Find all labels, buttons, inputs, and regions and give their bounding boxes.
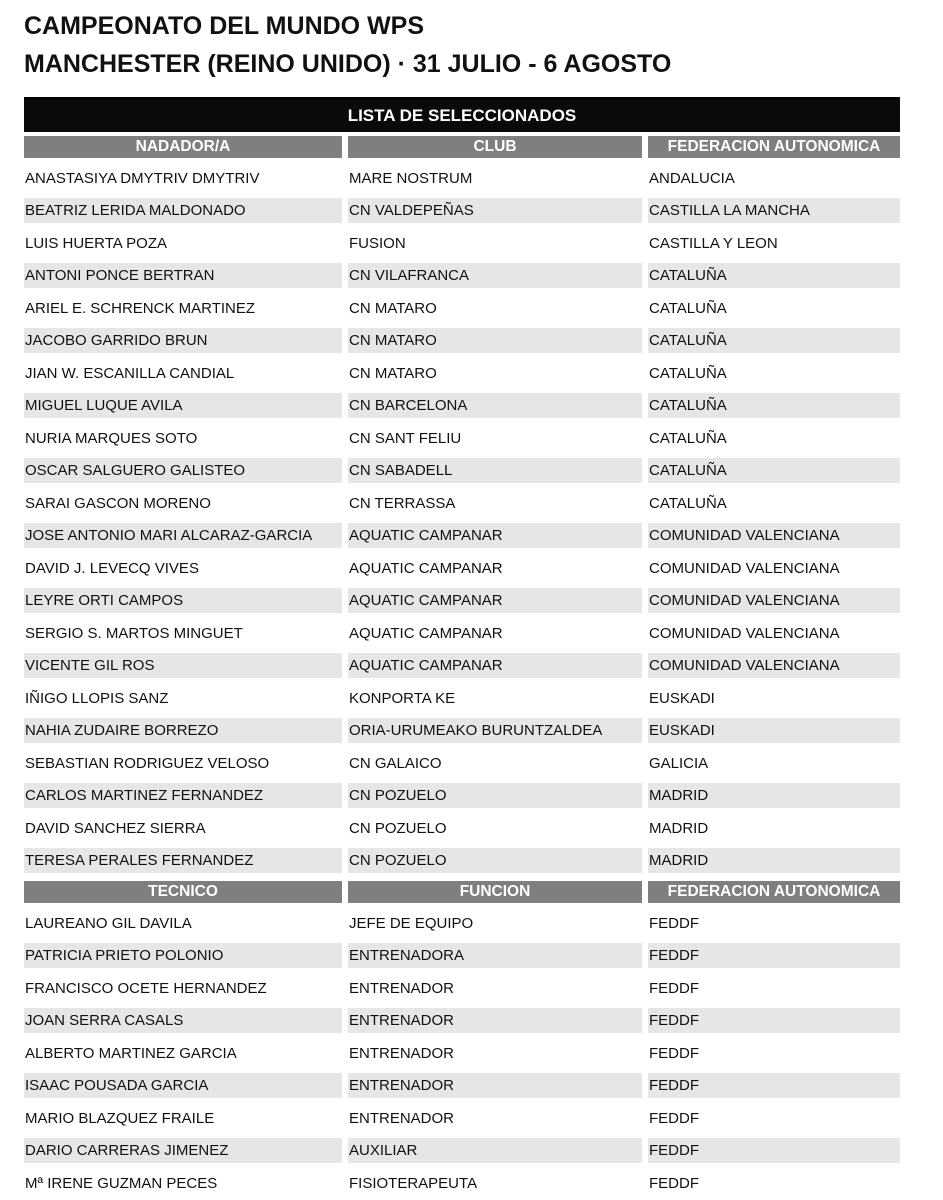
table-cell: ARIEL E. SCHRENCK MARTINEZ (25, 299, 256, 317)
table-cell: LEYRE ORTI CAMPOS (24, 588, 342, 613)
table-row (24, 812, 900, 845)
table-row (24, 390, 900, 423)
column-header: FEDERACION AUTONOMICA (648, 136, 900, 158)
table-cell: FISIOTERAPEUTA (349, 1174, 478, 1192)
table-row (24, 1167, 900, 1200)
table-cell: ENTRENADOR (348, 1073, 642, 1098)
table-cell: FEDDF (649, 1044, 699, 1062)
table-cell: CATALUÑA (649, 364, 727, 382)
table-row (24, 682, 900, 715)
table-row (24, 162, 900, 195)
table-cell: ANASTASIYA DMYTRIV DMYTRIV (25, 169, 260, 187)
table-cell: Mª IRENE GUZMAN PECES (25, 1174, 218, 1192)
table-cell: LUIS HUERTA POZA (25, 234, 167, 252)
table-cell: TERESA PERALES FERNANDEZ (24, 848, 342, 873)
table-cell: NAHIA ZUDAIRE BORREZO (24, 718, 342, 743)
table-row (24, 552, 900, 585)
table-cell: CN VALDEPEÑAS (348, 198, 642, 223)
staff-table (24, 881, 900, 1200)
table-cell: COMUNIDAD VALENCIANA (648, 653, 900, 678)
table-cell: CN GALAICO (349, 754, 442, 772)
table-cell: VICENTE GIL ROS (24, 653, 342, 678)
table-cell: CN TERRASSA (349, 494, 456, 512)
table-cell: CATALUÑA (649, 299, 727, 317)
table-cell: CN POZUELO (349, 819, 447, 837)
table-cell: EUSKADI (649, 689, 715, 707)
table-cell: OSCAR SALGUERO GALISTEO (24, 458, 342, 483)
table-row (24, 487, 900, 520)
table-cell: DAVID J. LEVECQ VIVES (25, 559, 199, 577)
table-cell: ENTRENADOR (349, 1109, 455, 1127)
table-cell: GALICIA (649, 754, 709, 772)
swimmers-header-row (24, 136, 900, 158)
staff-header-row (24, 881, 900, 903)
table-cell: ANDALUCIA (649, 169, 735, 187)
table-cell: ORIA-URUMEAKO BURUNTZALDEA (348, 718, 642, 743)
table-cell: IÑIGO LLOPIS SANZ (25, 689, 169, 707)
table-cell: LAUREANO GIL DAVILA (25, 914, 192, 932)
column-header: FUNCION (348, 881, 642, 903)
table-cell: PATRICIA PRIETO POLONIO (24, 943, 342, 968)
table-cell: ANTONI PONCE BERTRAN (24, 263, 342, 288)
table-cell: CN SABADELL (348, 458, 642, 483)
table-cell: FRANCISCO OCETE HERNANDEZ (25, 979, 267, 997)
table-cell: AUXILIAR (348, 1138, 642, 1163)
table-cell: BEATRIZ LERIDA MALDONADO (24, 198, 342, 223)
table-cell: FEDDF (648, 1008, 900, 1033)
table-row (24, 520, 900, 553)
table-cell: COMUNIDAD VALENCIANA (649, 559, 840, 577)
table-row (24, 940, 900, 973)
table-cell: FEDDF (649, 914, 699, 932)
table-cell: CATALUÑA (648, 393, 900, 418)
table-cell: CARLOS MARTINEZ FERNANDEZ (24, 783, 342, 808)
table-cell: ISAAC POUSADA GARCIA (24, 1073, 342, 1098)
table-row (24, 1102, 900, 1135)
table-cell: CATALUÑA (648, 263, 900, 288)
table-cell: JEFE DE EQUIPO (349, 914, 474, 932)
page-title: CAMPEONATO DEL MUNDO WPS (24, 12, 425, 40)
table-cell: AQUATIC CAMPANAR (348, 588, 642, 613)
table-row (24, 907, 900, 940)
table-cell: MIGUEL LUQUE AVILA (24, 393, 342, 418)
table-row (24, 715, 900, 748)
table-cell: FEDDF (649, 1174, 699, 1192)
table-cell: MARE NOSTRUM (349, 169, 473, 187)
table-cell: AQUATIC CAMPANAR (348, 523, 642, 548)
table-cell: CN BARCELONA (348, 393, 642, 418)
table-cell: KONPORTA KE (349, 689, 456, 707)
table-cell: MADRID (649, 819, 709, 837)
table-cell: CN MATARO (349, 299, 437, 317)
table-cell: JIAN W. ESCANILLA CANDIAL (25, 364, 235, 382)
table-cell: CASTILLA LA MANCHA (648, 198, 900, 223)
table-cell: MADRID (648, 783, 900, 808)
table-cell: CASTILLA Y LEON (649, 234, 778, 252)
table-cell: FEDDF (648, 1138, 900, 1163)
table-cell: FEDDF (649, 1109, 699, 1127)
table-row (24, 1070, 900, 1103)
column-header: CLUB (348, 136, 642, 158)
table-cell: SERGIO S. MARTOS MINGUET (25, 624, 243, 642)
table-cell: FEDDF (649, 979, 699, 997)
table-cell: CATALUÑA (649, 429, 727, 447)
table-row (24, 1135, 900, 1168)
table-cell: JACOBO GARRIDO BRUN (24, 328, 342, 353)
table-cell: CN MATARO (349, 364, 437, 382)
table-cell: MARIO BLAZQUEZ FRAILE (25, 1109, 215, 1127)
table-cell: SARAI GASCON MORENO (25, 494, 211, 512)
column-header: TECNICO (24, 881, 342, 903)
column-header: FEDERACION AUTONOMICA (648, 881, 900, 903)
table-cell: ENTRENADOR (349, 979, 455, 997)
table-cell: CN MATARO (348, 328, 642, 353)
column-header: NADADOR/A (24, 136, 342, 158)
table-cell: ENTRENADORA (348, 943, 642, 968)
table-row (24, 195, 900, 228)
table-cell: CN POZUELO (348, 783, 642, 808)
swimmers-table (24, 136, 900, 877)
table-row (24, 357, 900, 390)
table-cell: DAVID SANCHEZ SIERRA (25, 819, 206, 837)
table-row (24, 972, 900, 1005)
table-row (24, 747, 900, 780)
table-cell: FUSION (349, 234, 406, 252)
table-cell: FEDDF (648, 1073, 900, 1098)
table-cell: AQUATIC CAMPANAR (349, 624, 503, 642)
table-cell: NURIA MARQUES SOTO (25, 429, 198, 447)
table-cell: ALBERTO MARTINEZ GARCIA (25, 1044, 237, 1062)
table-cell: DARIO CARRERAS JIMENEZ (24, 1138, 342, 1163)
table-cell: JOSE ANTONIO MARI ALCARAZ-GARCIA (24, 523, 342, 548)
table-row (24, 227, 900, 260)
table-cell: SEBASTIAN RODRIGUEZ VELOSO (25, 754, 270, 772)
table-row (24, 325, 900, 358)
table-cell: MADRID (648, 848, 900, 873)
table-row (24, 455, 900, 488)
table-row (24, 780, 900, 813)
table-cell: CN SANT FELIU (349, 429, 462, 447)
table-cell: JOAN SERRA CASALS (24, 1008, 342, 1033)
table-cell: CN VILAFRANCA (348, 263, 642, 288)
table-row (24, 650, 900, 683)
table-row (24, 1005, 900, 1038)
table-row (24, 260, 900, 293)
table-row (24, 1037, 900, 1070)
table-cell: COMUNIDAD VALENCIANA (648, 588, 900, 613)
table-row (24, 422, 900, 455)
selection-sheet (24, 97, 900, 1200)
table-cell: AQUATIC CAMPANAR (349, 559, 503, 577)
table-cell: ENTRENADOR (348, 1008, 642, 1033)
table-row (24, 617, 900, 650)
table-cell: CATALUÑA (648, 458, 900, 483)
table-row (24, 845, 900, 878)
table-cell: CN POZUELO (348, 848, 642, 873)
table-row (24, 292, 900, 325)
table-cell: AQUATIC CAMPANAR (348, 653, 642, 678)
table-cell: COMUNIDAD VALENCIANA (648, 523, 900, 548)
page-subtitle: MANCHESTER (REINO UNIDO) · 31 JULIO - 6 AGOSTO (24, 50, 672, 78)
table-cell: COMUNIDAD VALENCIANA (649, 624, 840, 642)
table-cell: ENTRENADOR (349, 1044, 455, 1062)
table-cell: CATALUÑA (648, 328, 900, 353)
table-row (24, 585, 900, 618)
table-cell: CATALUÑA (649, 494, 727, 512)
table-cell: EUSKADI (648, 718, 900, 743)
table-cell: FEDDF (648, 943, 900, 968)
list-banner: LISTA DE SELECCIONADOS (24, 97, 900, 132)
